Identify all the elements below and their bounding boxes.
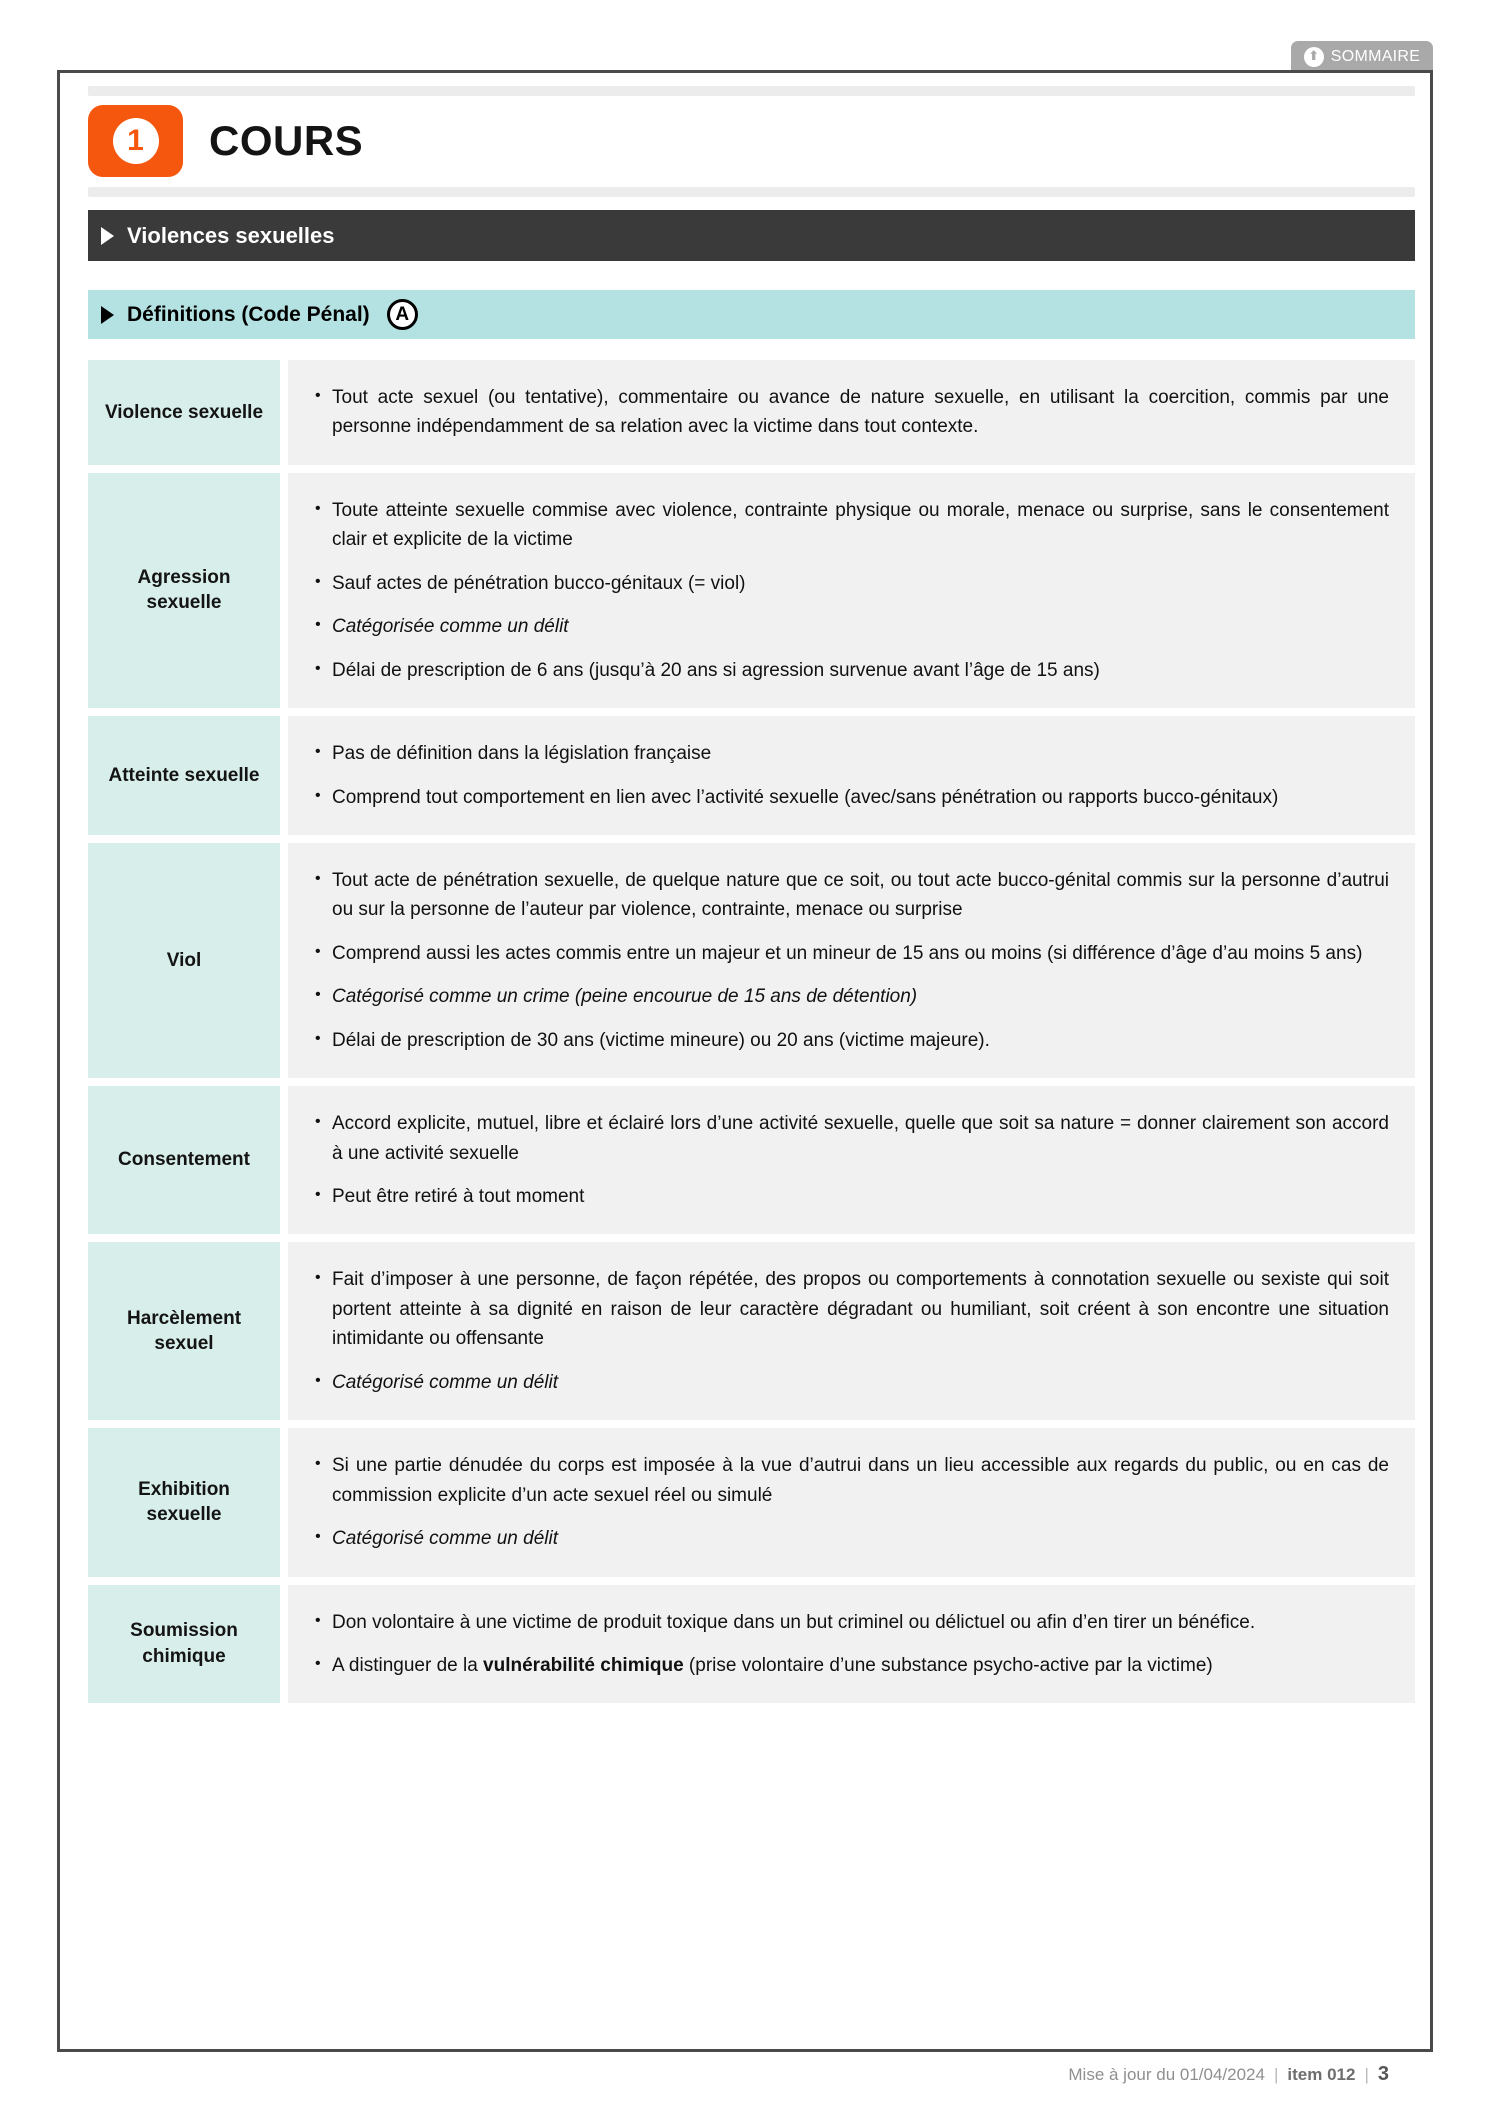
- definition-term: Exhibition sexuelle: [88, 1428, 280, 1576]
- bullet-item: • Délai de prescription de 6 ans (jusqu’à 20 ans si agression survenue avant l’âge de 15 ans): [312, 656, 1389, 685]
- bullet-item: • Toute atteinte sexuelle commise avec violence, contrainte physique ou morale, menace ou surprise, sans le consentement clair et explicite de la victime: [312, 496, 1389, 555]
- definition-content: [288, 843, 1415, 1078]
- definition-term: Violence sexuelle: [88, 360, 280, 465]
- bullet-item: • A distinguer de la vulnérabilité chimique (prise volontaire d’une substance psycho-active par la victime): [312, 1651, 1389, 1680]
- bullet-item: • Comprend tout comportement en lien avec l’activité sexuelle (avec/sans pénétration ou rapports bucco-génitaux): [312, 783, 1389, 812]
- definition-term: Consentement: [88, 1086, 280, 1234]
- subsection-title: Définitions (Code Pénal): [127, 302, 370, 326]
- chapter-number: 1: [113, 118, 159, 164]
- definition-term: Viol: [88, 843, 280, 1078]
- sommaire-tab[interactable]: [1291, 41, 1433, 72]
- chapter-number-badge: [88, 105, 183, 177]
- bullet-item: • Don volontaire à une victime de produit toxique dans un but criminel ou délictuel ou afin d’en tirer un bénéfice.: [312, 1608, 1389, 1637]
- footer-updated: Mise à jour du 01/04/2024: [1068, 2065, 1265, 2084]
- triangle-right-icon: [101, 227, 114, 245]
- rank-a-badge: A: [387, 299, 418, 330]
- definition-row: [88, 1428, 1415, 1576]
- bullet-item: • Tout acte de pénétration sexuelle, de quelque nature que ce soit, ou tout acte bucco-génital commis sur la personne d’autrui ou sur la personne de l’auteur par violence, contrainte, menace ou surprise: [312, 866, 1389, 925]
- bullet-item: • Accord explicite, mutuel, libre et éclairé lors d’une activité sexuelle, quelle que soit sa nature = donner clairement son accord à une activité sexuelle: [312, 1109, 1389, 1168]
- chapter-header: [88, 105, 1415, 177]
- bullet-item: • Catégorisée comme un délit: [312, 612, 1389, 641]
- definition-row: [88, 1585, 1415, 1704]
- definition-row: [88, 716, 1415, 835]
- definition-content: [288, 360, 1415, 465]
- section-title: Violences sexuelles: [127, 222, 335, 248]
- footer-item: item 012: [1287, 2065, 1356, 2084]
- definition-content: [288, 1428, 1415, 1576]
- definition-term: Harcèlement sexuel: [88, 1242, 280, 1420]
- definition-row: [88, 1242, 1415, 1420]
- bullet-item: • Fait d’imposer à une personne, de façon répétée, des propos ou comportements à connotation sexuelle ou sexiste qui soit portent atteinte à sa dignité en raison de leur caractère dégradant ou humiliant, soit créent à son encontre une situation intimidante ou offensante: [312, 1265, 1389, 1353]
- bullet-item: • Tout acte sexuel (ou tentative), commentaire ou avance de nature sexuelle, en utilisant la coercition, commis par une personne indépendamment de sa relation avec la victime dans tout contexte.: [312, 383, 1389, 442]
- bullet-item: • Pas de définition dans la législation française: [312, 739, 1389, 768]
- bullet-item: • Sauf actes de pénétration bucco-génitaux (= viol): [312, 569, 1389, 598]
- footer-separator: |: [1273, 2065, 1279, 2084]
- definition-row: [88, 1086, 1415, 1234]
- definitions-table: [88, 360, 1415, 1703]
- definition-content: [288, 716, 1415, 835]
- bullet-item: • Peut être retiré à tout moment: [312, 1182, 1389, 1211]
- definition-content: [288, 1086, 1415, 1234]
- definition-row: [88, 843, 1415, 1078]
- decorative-bar-top: [88, 86, 1415, 96]
- sommaire-label: SOMMAIRE: [1330, 47, 1421, 65]
- definition-row: [88, 360, 1415, 465]
- arrow-up-circle-icon: ⬆: [1304, 47, 1324, 67]
- bullet-item: • Comprend aussi les actes commis entre un majeur et un mineur de 15 ans ou moins (si différence d’âge d’au moins 5 ans): [312, 939, 1389, 968]
- definition-content: [288, 1242, 1415, 1420]
- footer-page-number: 3: [1377, 2063, 1389, 2085]
- triangle-right-icon: [101, 306, 114, 324]
- definition-row: [88, 473, 1415, 708]
- bullet-item: • Délai de prescription de 30 ans (victime mineure) ou 20 ans (victime majeure).: [312, 1026, 1389, 1055]
- footer-separator: |: [1364, 2065, 1369, 2084]
- page-footer: [57, 2063, 1433, 2086]
- decorative-bar-bottom: [88, 187, 1415, 197]
- definition-term: Agression sexuelle: [88, 473, 280, 708]
- bullet-item: • Si une partie dénudée du corps est imposée à la vue d’autrui dans un lieu accessible aux regards du public, ou en cas de commission explicite d’un acte sexuel réel ou simulé: [312, 1451, 1389, 1510]
- section-banner: [88, 210, 1415, 261]
- definition-term: Soumission chimique: [88, 1585, 280, 1704]
- bullet-item: • Catégorisé comme un délit: [312, 1524, 1389, 1553]
- bullet-item: • Catégorisé comme un crime (peine encourue de 15 ans de détention): [312, 982, 1389, 1011]
- subsection-banner: [88, 290, 1415, 339]
- bullet-item: • Catégorisé comme un délit: [312, 1368, 1389, 1397]
- page-frame: [57, 70, 1433, 2052]
- definition-content: [288, 1585, 1415, 1704]
- definition-content: [288, 473, 1415, 708]
- page-title: COURS: [209, 117, 364, 164]
- definition-term: Atteinte sexuelle: [88, 716, 280, 835]
